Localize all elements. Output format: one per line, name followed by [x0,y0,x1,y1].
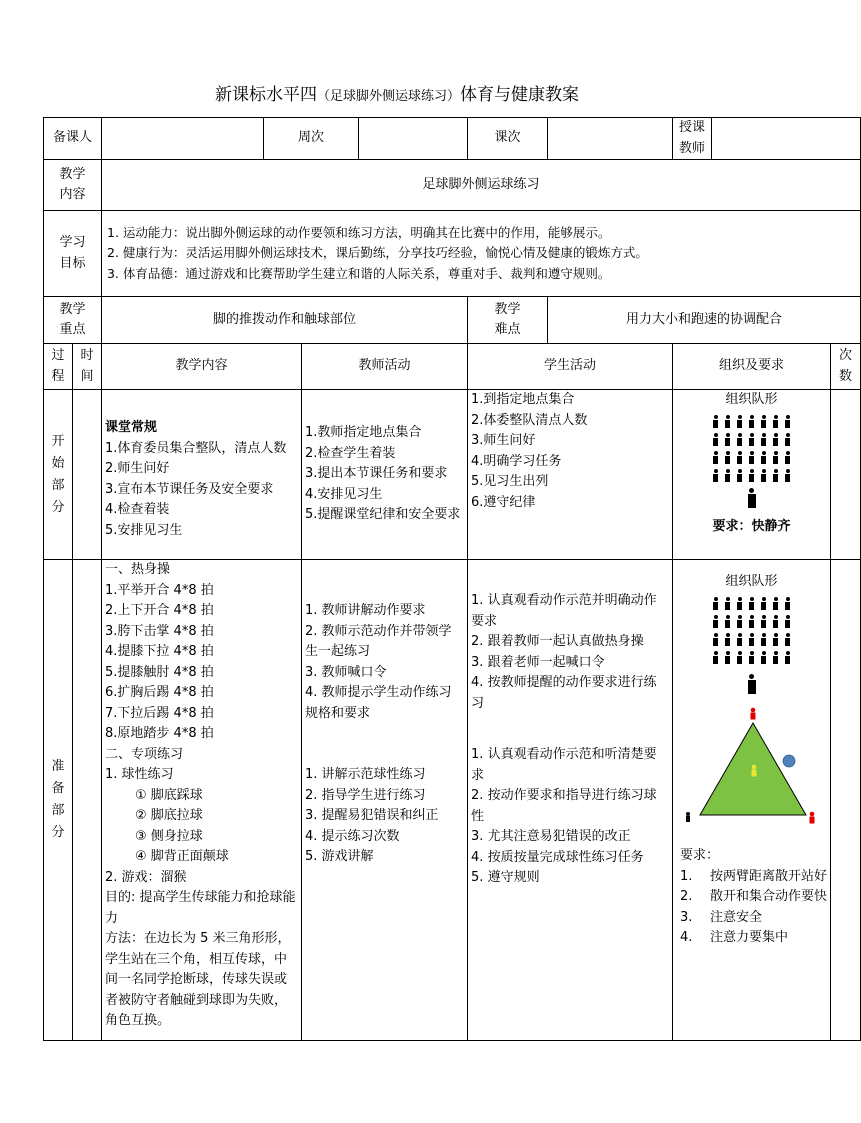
list-item: 3. 尤其注意易犯错误的改正 [471,829,631,844]
routine-heading: 课堂常规 [105,420,158,435]
list-item: 4. 提示练习次数 [305,828,400,844]
student-icon [760,415,767,428]
start-section-label: 开 始 部 分 [44,390,73,560]
student-icon [748,615,755,628]
week-value [359,118,468,160]
list-item: 7.下拉后踢 4*8 拍 [105,705,214,721]
student-icon [712,651,719,664]
student-icon [736,633,743,646]
student-icon [712,469,719,482]
student-icon [712,597,719,610]
content-row [44,160,861,211]
student-icon [748,451,755,464]
student-icon [736,433,743,446]
student-icon [724,615,731,628]
list-item: 5.安排见习生 [105,522,183,538]
list-item: 3. 跟着老师一起喊口令 [471,654,605,670]
content-label: 教学 内容 [44,160,102,211]
formation-title: 组织队形 [725,392,778,407]
formation-row [676,633,827,646]
student-icon [760,615,767,628]
list-item: 2. 跟着教师一起认真做热身操 [471,634,644,649]
requirement-item: 4. 注意力要集中 [680,930,789,945]
teacher-icon [747,674,757,694]
student-icon [748,469,755,482]
list-item: 3.宣布本节课任务及安全要求 [105,481,274,497]
student-icon [784,433,791,446]
student-activity-header: 学生活动 [468,344,673,390]
formation-row [676,651,827,664]
player-icon [751,708,756,720]
list-item: ④ 脚背正面颠球 [135,849,229,864]
requirements-label: 要求： [680,848,720,863]
key-point-label: 教学 重点 [44,297,102,344]
list-item: 8.原地踏步 4*8 拍 [105,726,214,741]
content-header: 教学内容 [102,344,302,390]
list-item: 5. 遵守规则 [471,870,540,885]
prep-time-cell [73,560,102,1041]
student-icon [724,433,731,446]
list-item: 4.提膝下拉 4*8 拍 [105,644,214,659]
student-icon [712,433,719,446]
goals-label: 学习 目标 [44,211,102,297]
student-icon [724,651,731,664]
list-item: 4. 按教师提醒的动作要求进行练习 [471,675,657,711]
list-item: 3.提出本节课任务和要求 [305,466,448,482]
student-icon [760,651,767,664]
student-icon [712,451,719,464]
list-item: 目的: 提高学生传球能力和抢球能力 [105,890,296,926]
student-icon [748,633,755,646]
prep-student-activity [468,560,673,1041]
goal-item: 2. 健康行为：灵活运用脚外侧运球技术，课后勤练，分享技巧经验，愉悦心情及健康的锻炼方式。 [107,245,648,261]
goal-item: 3. 体育品德：通过游戏和比赛帮助学生建立和谐的人际关系，尊重对手、裁判和遵守规则。 [107,265,611,281]
student-icon [724,469,731,482]
student-icon [772,451,779,464]
list-item: 1.到指定地点集合 [471,392,575,407]
list-item: ③ 侧身拉球 [135,828,203,844]
student-icon [784,615,791,628]
student-formation [676,597,827,664]
student-icon [748,433,755,446]
student-icon [736,415,743,428]
player-icon [686,812,690,822]
student-icon [724,451,731,464]
list-item: 2.上下开合 4*8 拍 [105,603,214,618]
list-item: 6.遵守纪律 [471,494,536,510]
start-count-cell [831,390,861,560]
student-icon [760,469,767,482]
teacher-activity-header: 教师活动 [302,344,468,390]
list-item: 4. 教师提示学生动作练习规格和要求 [305,685,452,721]
preparer-value [102,118,264,160]
list-item: 2. 游戏：溜猴 [105,869,187,885]
list-item: 一、热身操 [105,562,171,577]
focus-row [44,297,861,344]
student-icon [736,651,743,664]
prep-section-label: 准 备 部 分 [44,560,73,1041]
list-item: 2. 教师示范动作并带领学生一起练习 [305,623,452,659]
start-organization [673,390,831,560]
prep-section-row [44,560,861,1041]
list-item: 2.体委整队清点人数 [471,412,588,428]
list-item: 1.体育委员集合整队，清点人数 [105,440,287,456]
content-value: 足球脚外侧运球练习 [102,160,861,211]
student-icon [784,651,791,664]
list-item: 方法：在边长为 5 米三角形形，学生站在三个角，相互传球，中间一名同学抢断球，传球失误或者被防守者触碰到球即为失败，角色互换。 [105,931,291,1028]
student-icon [736,451,743,464]
lesson-value [548,118,673,160]
list-item: 4.检查着装 [105,502,170,517]
lesson-label: 课次 [468,118,548,160]
goals-row [44,211,861,297]
student-icon [784,451,791,464]
formation-row [676,415,827,428]
column-header-row [44,344,861,390]
teacher-position [676,674,827,702]
list-item: 2. 指导学生进行练习 [305,787,426,803]
page-title [0,80,794,105]
goals-list [102,211,861,297]
list-item: 1. 认真观看动作示范和听清楚要求 [471,747,657,783]
requirements-list [676,867,827,949]
difficulty-label: 教学 难点 [468,297,548,344]
list-item: 4.明确学习任务 [471,453,562,469]
formation-title: 组织队形 [725,574,778,589]
start-teacher-activity [302,390,468,560]
list-item: 1. 认真观看动作示范并明确动作要求 [471,593,657,629]
list-item: ② 脚底拉球 [135,808,203,823]
prep-teacher-activity [302,560,468,1041]
list-item: 5.见习生出列 [471,474,549,489]
list-item: 6.扩胸后踢 4*8 拍 [105,685,214,700]
difficulty-value: 用力大小和跑速的协调配合 [548,297,861,344]
list-item: 3. 教师喊口令 [305,664,387,680]
student-icon [772,633,779,646]
student-formation [676,415,827,482]
requirement-item: 3. 注意安全 [680,909,763,925]
student-icon [784,633,791,646]
list-item: 5.提膝触肘 4*8 拍 [105,664,214,680]
student-icon [784,597,791,610]
list-item: 1. 球性练习 [105,767,174,782]
student-icon [772,469,779,482]
count-header: 次 数 [831,344,861,390]
formation-row [676,433,827,446]
student-icon [760,597,767,610]
list-item: 1. 讲解示范球性练习 [305,767,426,782]
goal-item: 1. 运动能力：说出脚外侧运球的动作要领和练习方法，明确其在比赛中的作用，能够展示。 [107,224,611,240]
formation-row [676,597,827,610]
key-point-value: 脚的推拨动作和触球部位 [102,297,468,344]
requirement-item: 1. 按两臂距离散开站好 [680,868,828,884]
student-icon [736,597,743,610]
student-icon [724,633,731,646]
start-time-cell [73,390,102,560]
student-icon [736,615,743,628]
title-prefix: 新课标水平四 [214,85,317,105]
list-item: ① 脚底踩球 [135,787,203,803]
student-icon [724,415,731,428]
process-header: 过 程 [44,344,73,390]
title-subtitle: （足球脚外侧运球练习） [316,89,460,104]
start-content [102,390,302,560]
time-header: 时 间 [73,344,102,390]
prep-count-cell [831,560,861,1041]
student-icon [712,633,719,646]
student-icon [784,415,791,428]
start-section-row [44,390,861,560]
teacher-position [676,488,827,516]
student-icon [760,633,767,646]
student-icon [712,615,719,628]
list-item: 3. 提醒易犯错误和纠正 [305,808,439,823]
prep-organization [673,560,831,1041]
requirement-item: 2. 散开和集合动作要快 [680,889,828,904]
student-icon [772,615,779,628]
list-item: 5.提醒课堂纪律和安全要求 [305,507,461,523]
student-icon [712,415,719,428]
list-item: 5. 游戏讲解 [305,849,374,864]
formation-row [676,615,827,628]
formation-requirement: 要求：快静齐 [712,519,791,534]
list-item: 1.教师指定地点集合 [305,425,422,441]
student-icon [748,415,755,428]
teacher-label: 授课教师 [673,118,712,160]
list-item: 2.师生问好 [105,461,170,476]
student-icon [736,469,743,482]
lesson-plan-table [43,117,861,1041]
list-item: 1. 教师讲解动作要求 [305,603,426,618]
student-icon [772,433,779,446]
list-item: 二、专项练习 [105,746,184,762]
title-suffix: 体育与健康教案 [460,85,579,105]
student-icon [724,597,731,610]
list-item: 2.检查学生着装 [305,445,396,461]
student-icon [784,469,791,482]
list-item: 4.安排见习生 [305,486,383,502]
formation-row [676,469,827,482]
student-icon [760,433,767,446]
teacher-icon [747,488,757,508]
list-item: 2. 按动作要求和指导进行练习球性 [471,788,657,824]
player-icon [810,812,815,824]
prep-content [102,560,302,1041]
list-item: 3.师生问好 [471,433,536,448]
header-row [44,118,861,160]
organization-header: 组织及要求 [673,344,831,390]
list-item: 1.平举开合 4*8 拍 [105,582,214,598]
student-icon [772,415,779,428]
preparer-label: 备课人 [44,118,102,160]
ball-icon [783,755,795,767]
formation-row [676,451,827,464]
list-item: 3.胯下击掌 4*8 拍 [105,623,214,639]
student-icon [760,451,767,464]
week-label: 周次 [264,118,359,160]
student-icon [772,651,779,664]
student-icon [748,597,755,610]
triangle-game-diagram [676,711,856,843]
student-icon [748,651,755,664]
student-icon [772,597,779,610]
start-student-activity [468,390,673,560]
defender-icon [752,765,757,777]
list-item: 4. 按质按量完成球性练习任务 [471,849,644,865]
teacher-value [712,118,861,160]
